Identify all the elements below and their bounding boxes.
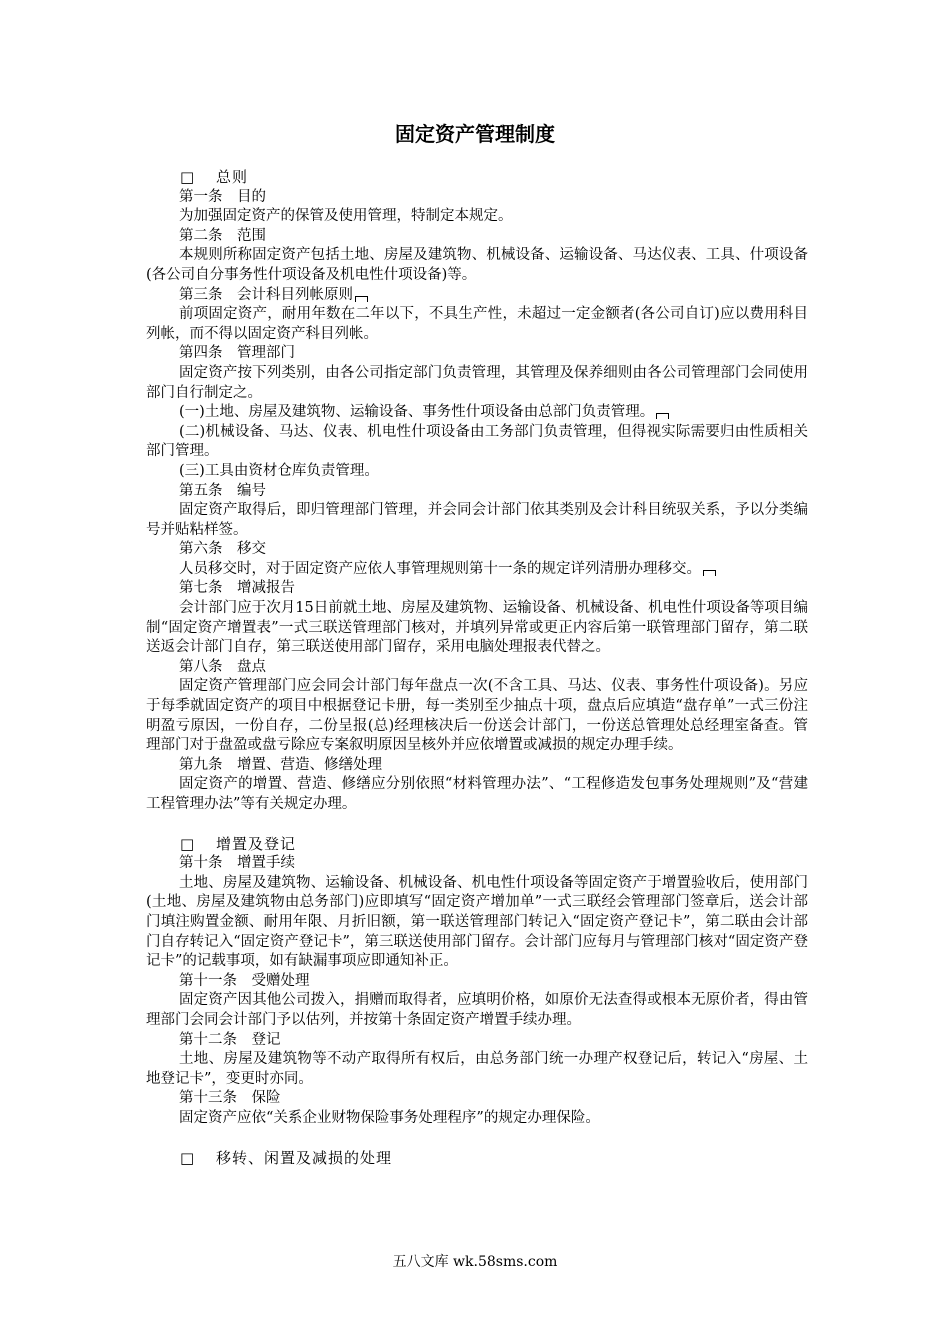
article-title: 第一条 目的: [179, 188, 266, 205]
checkbox-square-icon: □: [180, 834, 196, 853]
article-paragraph: 固定资产应依“关系企业财物保险事务处理程序”的规定办理保险。: [179, 1109, 600, 1126]
article-paragraph: 固定资产按下列类别，由各公司指定部门负责管理，其管理及保养细则由各公司管理部门会同使用部门自行制定之。: [146, 364, 808, 401]
article-paragraph: 土地、房屋及建筑物、运输设备、机械设备、机电性什项设备等固定资产于增置验收后，使用部门(土地、房屋及建筑物由总务部门)应即填写“固定资产增加单”一式三联经会管理部门签章后，送会计部门填注购置金额、耐用年限、月折旧额，第一联送管理部门转记入“固定资产登记卡”，第二联由会计部门自存转记入“固定资产登记卡”，第三联送使用部门留存。会计部门应每月与管理部门核对“固定资产登记卡”的记载事项，如有缺漏事项应即通知补正。: [146, 874, 808, 970]
paragraph-mark-icon: [703, 570, 716, 576]
article-title: 第九条 增置、营造、修缮处理: [179, 756, 382, 773]
article-paragraph: 为加强固定资产的保管及使用管理，特制定本规定。: [179, 208, 513, 225]
paragraph-mark-icon: [656, 413, 669, 419]
section-heading-transfer: [146, 1149, 808, 1169]
checkbox-square-icon: □: [180, 168, 196, 186]
article-paragraph: 土地、房屋及建筑物等不动产取得所有权后，由总务部门统一办理产权登记后，转记入“房屋、土地登记卡”，变更时亦同。: [146, 1051, 808, 1087]
section-heading-text: 移转、闲置及减损的处理: [216, 1148, 393, 1167]
section-heading-acquisition: [146, 835, 808, 855]
article-title-with-mark: [146, 286, 808, 306]
article-title-text: 第三条 会计科目列帐原则: [179, 286, 353, 303]
article-paragraph: 固定资产管理部门应会同会计部门每年盘点一次(不含工具、马达、仪表、事务性什项设备)。另应于每季就固定资产的项目中根据登记卡册，每一类别至少抽点十项，盘点后应填造“盘存单”一式三份注明盈亏原因，一份自存，二份呈报(总)经理核决后一份送会计部门，一份送总管理处总经理室备查。管理部门对于盘盈或盘亏除应专案叙明原因呈核外并应依增置或减损的规定办理手续。: [146, 678, 808, 754]
article-title: 第十二条 登记: [179, 1031, 281, 1048]
checkbox-square-icon: □: [180, 1148, 196, 1167]
paragraph-mark-icon: [355, 296, 368, 302]
section-spacer: [146, 815, 808, 835]
section-spacer: [146, 1129, 808, 1149]
article-title: 第八条 盘点: [179, 658, 266, 675]
article-title: 第五条 编号: [179, 482, 266, 499]
article-title: 第四条 管理部门: [179, 345, 295, 362]
article-title: 第六条 移交: [179, 541, 266, 558]
article-paragraph-with-mark: [146, 560, 808, 580]
paragraph-text: 人员移交时，对于固定资产应依人事管理规则第十一条的规定详列清册办理移交。: [179, 560, 701, 577]
article-paragraph: (三)工具由资材仓库负责管理。: [179, 462, 379, 479]
article-paragraph: 固定资产因其他公司拨入，捐赠而取得者，应填明价格，如原价无法查得或根本无原价者，得由管理部门会同会计部门予以估列，并按第十条固定资产增置手续办理。: [146, 992, 808, 1028]
article-title: 第二条 范围: [179, 227, 266, 244]
section-heading-general: [146, 168, 808, 188]
document-title: 固定资产管理制度: [395, 122, 555, 146]
article-paragraph: 前项固定资产，耐用年数在二年以下，不具生产性，未超过一定金额者(各公司自订)应以费用科目列帐，而不得以固定资产科目列帐。: [146, 306, 808, 342]
article-title: 第七条 增减报告: [179, 580, 295, 597]
article-title: 第十三条 保险: [179, 1090, 281, 1107]
footer-watermark-text: 五八文库 wk.58sms.com: [392, 1254, 558, 1270]
paragraph-text: (一)土地、房屋及建筑物、运输设备、事务性什项设备由总部门负责管理。: [179, 404, 655, 421]
section-heading-text: 总则: [216, 168, 249, 186]
article-paragraph: (二)机械设备、马达、仪表、机电性什项设备由工务部门负责管理，但得视实际需要归由性质相关部门管理。: [146, 423, 808, 460]
article-paragraph-with-mark: [146, 403, 808, 423]
article-paragraph: 固定资产的增置、营造、修缮应分别依照“材料管理办法”、“工程修造发包事务处理规则”及“营建工程管理办法”等有关规定办理。: [146, 776, 808, 812]
section-heading-text: 增置及登记: [216, 834, 297, 853]
article-title: 第十一条 受赠处理: [179, 972, 310, 989]
document-body: [146, 168, 808, 1168]
article-paragraph: 本规则所称固定资产包括土地、房屋及建筑物、机械设备、运输设备、马达仪表、工具、什项设备(各公司自分事务性什项设备及机电性什项设备)等。: [146, 247, 808, 283]
article-title: 第十条 增置手续: [179, 855, 295, 872]
article-paragraph: 会计部门应于次月15日前就土地、房屋及建筑物、运输设备、机械设备、机电性什项设备等项目编制“固定资产增置表”一式三联送管理部门核对，并填列异常或更正内容后第一联管理部门留存，第二联送返会计部门自存，第三联送使用部门留存，采用电脑处理报表代替之。: [146, 600, 808, 656]
article-paragraph: 固定资产取得后，即归管理部门管理，并会同会计部门依其类别及会计科目统驭关系，予以分类编号并贴粘样签。: [146, 502, 808, 538]
